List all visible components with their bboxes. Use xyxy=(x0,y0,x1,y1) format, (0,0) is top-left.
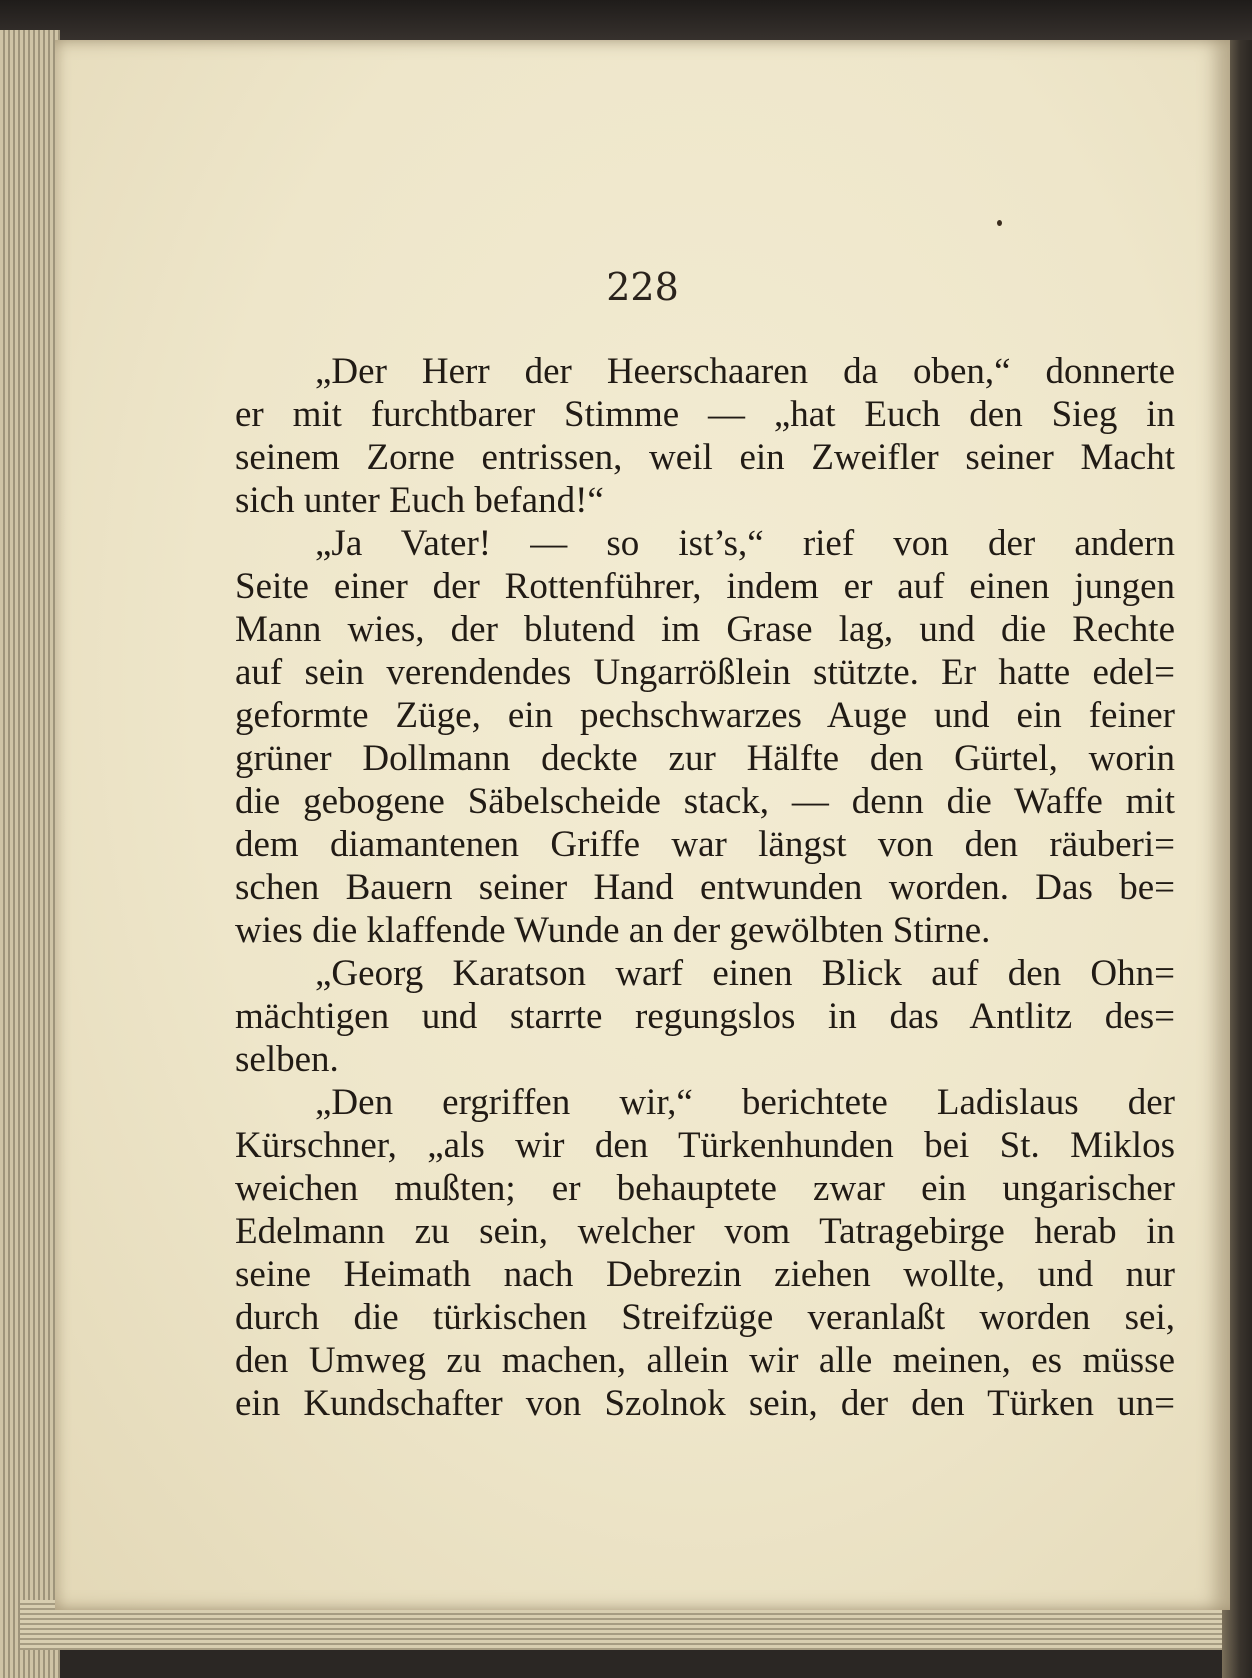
text-line: auf sein verendendes Ungarrößlein stützte. Er hatte edel= xyxy=(235,652,1175,693)
text-line: Edelmann zu sein, welcher vom Tatragebirge herab in xyxy=(235,1211,1175,1252)
text-line: dem diamantenen Griffe war längst von den räuberi= xyxy=(235,824,1175,865)
text-line: durch die türkischen Streifzüge veranlaßt worden sei, xyxy=(235,1297,1175,1338)
page-number: 228 xyxy=(606,265,679,309)
text-line: wies die klaffende Wunde an der gewölbten Stirne. xyxy=(235,910,991,951)
body-text xyxy=(235,350,1175,1425)
book-page xyxy=(55,40,1230,1610)
text-line: weichen mußten; er behauptete zwar ein ungarischer xyxy=(235,1168,1175,1209)
text-line: Mann wies, der blutend im Grase lag, und die Rechte xyxy=(235,609,1175,650)
text-line: mächtigen und starrte regungslos in das Antlitz des= xyxy=(235,996,1175,1037)
ink-speck xyxy=(997,220,1002,226)
page-stack-left-edge xyxy=(0,30,60,1678)
text-line: schen Bauern seiner Hand entwunden worden. Das be= xyxy=(235,867,1175,908)
text-line: grüner Dollmann deckte zur Hälfte den Gürtel, worin xyxy=(235,738,1175,779)
text-line: seinem Zorne entrissen, weil ein Zweifler seiner Macht xyxy=(235,437,1175,478)
text-line: sich unter Euch befand!“ xyxy=(235,480,604,521)
text-line: „Den ergriffen wir,“ berichtete Ladislaus der xyxy=(315,1082,1175,1123)
text-line: Seite einer der Rottenführer, indem er auf einen jungen xyxy=(235,566,1175,607)
text-line: Kürschner, „als wir den Türkenhunden bei St. Miklos xyxy=(235,1125,1175,1166)
text-line: selben. xyxy=(235,1039,339,1080)
text-line: ein Kundschafter von Szolnok sein, der den Türken un= xyxy=(235,1383,1175,1424)
text-line: seine Heimath nach Debrezin ziehen wollte, und nur xyxy=(235,1254,1175,1295)
text-line: „Ja Vater! — so ist’s,“ rief von der andern xyxy=(315,523,1175,564)
text-line: geformte Züge, ein pechschwarzes Auge und ein feiner xyxy=(235,695,1175,736)
text-line: er mit furchtbarer Stimme — „hat Euch den Sieg in xyxy=(235,394,1175,435)
text-line: den Umweg zu machen, allein wir alle meinen, es müsse xyxy=(235,1340,1175,1381)
text-line: die gebogene Säbelscheide stack, — denn die Waffe mit xyxy=(235,781,1175,822)
text-line: „Der Herr der Heerschaaren da oben,“ donnerte xyxy=(315,351,1175,392)
text-line: „Georg Karatson warf einen Blick auf den Ohn= xyxy=(315,953,1175,994)
